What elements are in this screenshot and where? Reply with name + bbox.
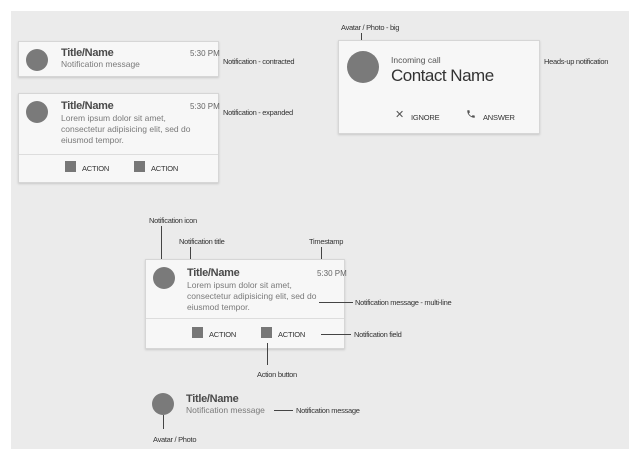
ignore-label: IGNORE [411, 113, 440, 122]
annotation-headsup: Heads-up notification [544, 57, 609, 66]
answer-label: ANSWER [483, 113, 515, 122]
diagram-canvas [11, 11, 629, 449]
notification-message-line: consectetur adipisicing elit, sed do [61, 124, 191, 134]
notification-expanded[interactable] [18, 93, 219, 183]
notification-timestamp: 5:30 PM [190, 102, 220, 111]
notification-message-line: eiusmod tempor. [187, 302, 250, 312]
close-icon: ✕ [395, 109, 405, 121]
notification-timestamp: 5:30 PM [317, 269, 347, 278]
notification-title: Title/Name [61, 100, 114, 112]
action-icon [261, 327, 272, 338]
notification-anatomy[interactable] [145, 259, 345, 349]
action-icon [192, 327, 203, 338]
leader-line [319, 302, 353, 303]
annotation-avatar-big: Avatar / Photo - big [341, 23, 400, 32]
notification-message-line: eiusmod tempor. [61, 135, 124, 145]
avatar [152, 393, 174, 415]
leader-line [274, 410, 293, 411]
avatar [26, 101, 48, 123]
action-icon [134, 161, 145, 172]
leader-line [161, 226, 162, 263]
headsup-subtitle: Incoming call [391, 55, 441, 65]
notification-headsup[interactable] [338, 40, 540, 134]
notification-message: Notification message [186, 405, 265, 415]
notification-message-line: Lorem ipsum dolor sit amet, [187, 280, 292, 290]
label-action-button: Action button [257, 370, 297, 379]
notification-message: Notification message [61, 59, 140, 69]
annotation-contracted: Notification - contracted [223, 57, 295, 66]
annotation-expanded: Notification - expanded [223, 108, 293, 117]
label-avatar-photo: Avatar / Photo [153, 435, 197, 444]
action-label: ACTION [82, 164, 110, 173]
label-notification-icon: Notification icon [149, 216, 197, 225]
avatar [26, 49, 48, 71]
notification-icon [153, 267, 175, 289]
label-notification-message: Notification message [296, 406, 360, 415]
notification-contracted[interactable] [18, 41, 219, 77]
label-notification-title: Notification title [179, 237, 225, 246]
leader-line [321, 334, 351, 335]
notification-title: Title/Name [186, 393, 239, 405]
action-label: ACTION [151, 164, 179, 173]
headsup-contact-name: Contact Name [391, 66, 494, 85]
notification-message-line: Lorem ipsum dolor sit amet, [61, 113, 166, 123]
phone-icon [466, 109, 476, 119]
notification-title: Title/Name [187, 267, 240, 279]
notification-timestamp: 5:30 PM [190, 49, 220, 58]
label-notification-message-multiline: Notification message - multi-line [355, 298, 452, 307]
label-timestamp: Timestamp [309, 237, 344, 246]
action-label: ACTION [209, 330, 237, 339]
action-label: ACTION [278, 330, 306, 339]
label-notification-field: Notification field [354, 330, 402, 339]
notification-title: Title/Name [61, 47, 114, 59]
action-icon [65, 161, 76, 172]
avatar-big [347, 51, 379, 83]
divider [19, 154, 218, 155]
leader-line [267, 343, 268, 365]
divider [146, 318, 344, 319]
leader-line [163, 415, 164, 429]
notification-message-line: consectetur adipisicing elit, sed do [187, 291, 317, 301]
